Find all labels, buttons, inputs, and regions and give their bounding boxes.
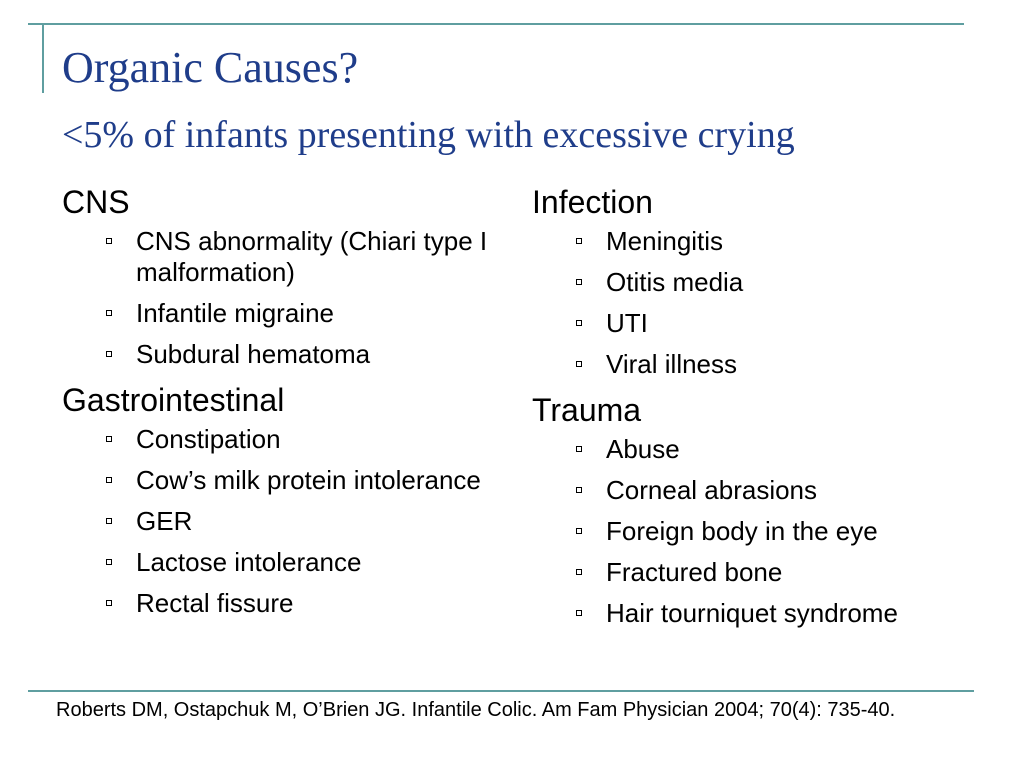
hollow-square-bullet-icon <box>106 518 112 524</box>
left-column <box>62 182 492 629</box>
hollow-square-bullet-icon <box>576 320 582 326</box>
list-item <box>532 557 972 588</box>
list-item <box>532 349 972 380</box>
cause-group <box>532 182 972 380</box>
item-label: Fractured bone <box>606 557 783 587</box>
item-label: Lactose intolerance <box>136 547 362 577</box>
item-label: Hair tourniquet syndrome <box>606 598 898 628</box>
citation: Roberts DM, Ostapchuk M, O’Brien JG. Infantile Colic. Am Fam Physician 2004; 70(4): 735-40. <box>56 699 896 721</box>
item-label: Meningitis <box>606 226 724 256</box>
hollow-square-bullet-icon <box>576 446 582 452</box>
cause-list <box>532 226 972 380</box>
item-label: Otitis media <box>606 267 744 297</box>
item-label: Constipation <box>136 424 281 454</box>
list-item <box>62 465 492 496</box>
item-label: CNS abnormality (Chiari type I malformation) <box>136 226 488 287</box>
group-heading: Trauma <box>532 392 642 428</box>
item-label: Infantile migraine <box>136 298 334 328</box>
hollow-square-bullet-icon <box>576 487 582 493</box>
hollow-square-bullet-icon <box>106 436 112 442</box>
cause-list <box>532 434 972 629</box>
list-item <box>532 308 972 339</box>
item-label: Rectal fissure <box>136 588 294 618</box>
cause-list <box>62 424 492 619</box>
group-heading: Gastrointestinal <box>62 382 285 418</box>
hollow-square-bullet-icon <box>106 559 112 565</box>
list-item <box>532 267 972 298</box>
list-item <box>62 588 492 619</box>
hollow-square-bullet-icon <box>106 477 112 483</box>
item-label: Subdural hematoma <box>136 339 371 369</box>
hollow-square-bullet-icon <box>106 238 112 244</box>
list-item <box>62 547 492 578</box>
group-heading: CNS <box>62 184 130 220</box>
item-label: Cow’s milk protein intolerance <box>136 465 481 495</box>
item-label: GER <box>136 506 193 536</box>
list-item <box>532 475 972 506</box>
hollow-square-bullet-icon <box>106 351 112 357</box>
slide-subtitle: <5% of infants presenting with excessive crying <box>62 114 795 156</box>
item-label: Corneal abrasions <box>606 475 818 505</box>
list-item <box>532 434 972 465</box>
bottom-rule <box>28 690 974 692</box>
hollow-square-bullet-icon <box>576 528 582 534</box>
item-label: Viral illness <box>606 349 738 379</box>
list-item <box>532 226 972 257</box>
list-item <box>62 298 492 329</box>
list-item <box>62 339 492 370</box>
group-heading: Infection <box>532 184 653 220</box>
item-label: UTI <box>606 308 648 338</box>
cause-group <box>532 390 972 629</box>
cause-group <box>62 182 492 370</box>
item-label: Foreign body in the eye <box>606 516 878 546</box>
list-item <box>62 506 492 537</box>
hollow-square-bullet-icon <box>106 600 112 606</box>
hollow-square-bullet-icon <box>576 361 582 367</box>
cause-group <box>62 380 492 619</box>
hollow-square-bullet-icon <box>576 569 582 575</box>
hollow-square-bullet-icon <box>576 279 582 285</box>
list-item <box>532 516 972 547</box>
list-item <box>532 598 972 629</box>
left-rule <box>42 23 44 93</box>
list-item <box>62 226 492 288</box>
hollow-square-bullet-icon <box>576 610 582 616</box>
list-item <box>62 424 492 455</box>
slide-title: Organic Causes? <box>62 43 359 92</box>
hollow-square-bullet-icon <box>576 238 582 244</box>
item-label: Abuse <box>606 434 680 464</box>
hollow-square-bullet-icon <box>106 310 112 316</box>
cause-list <box>62 226 492 370</box>
right-column <box>532 182 972 639</box>
top-rule <box>28 23 964 25</box>
